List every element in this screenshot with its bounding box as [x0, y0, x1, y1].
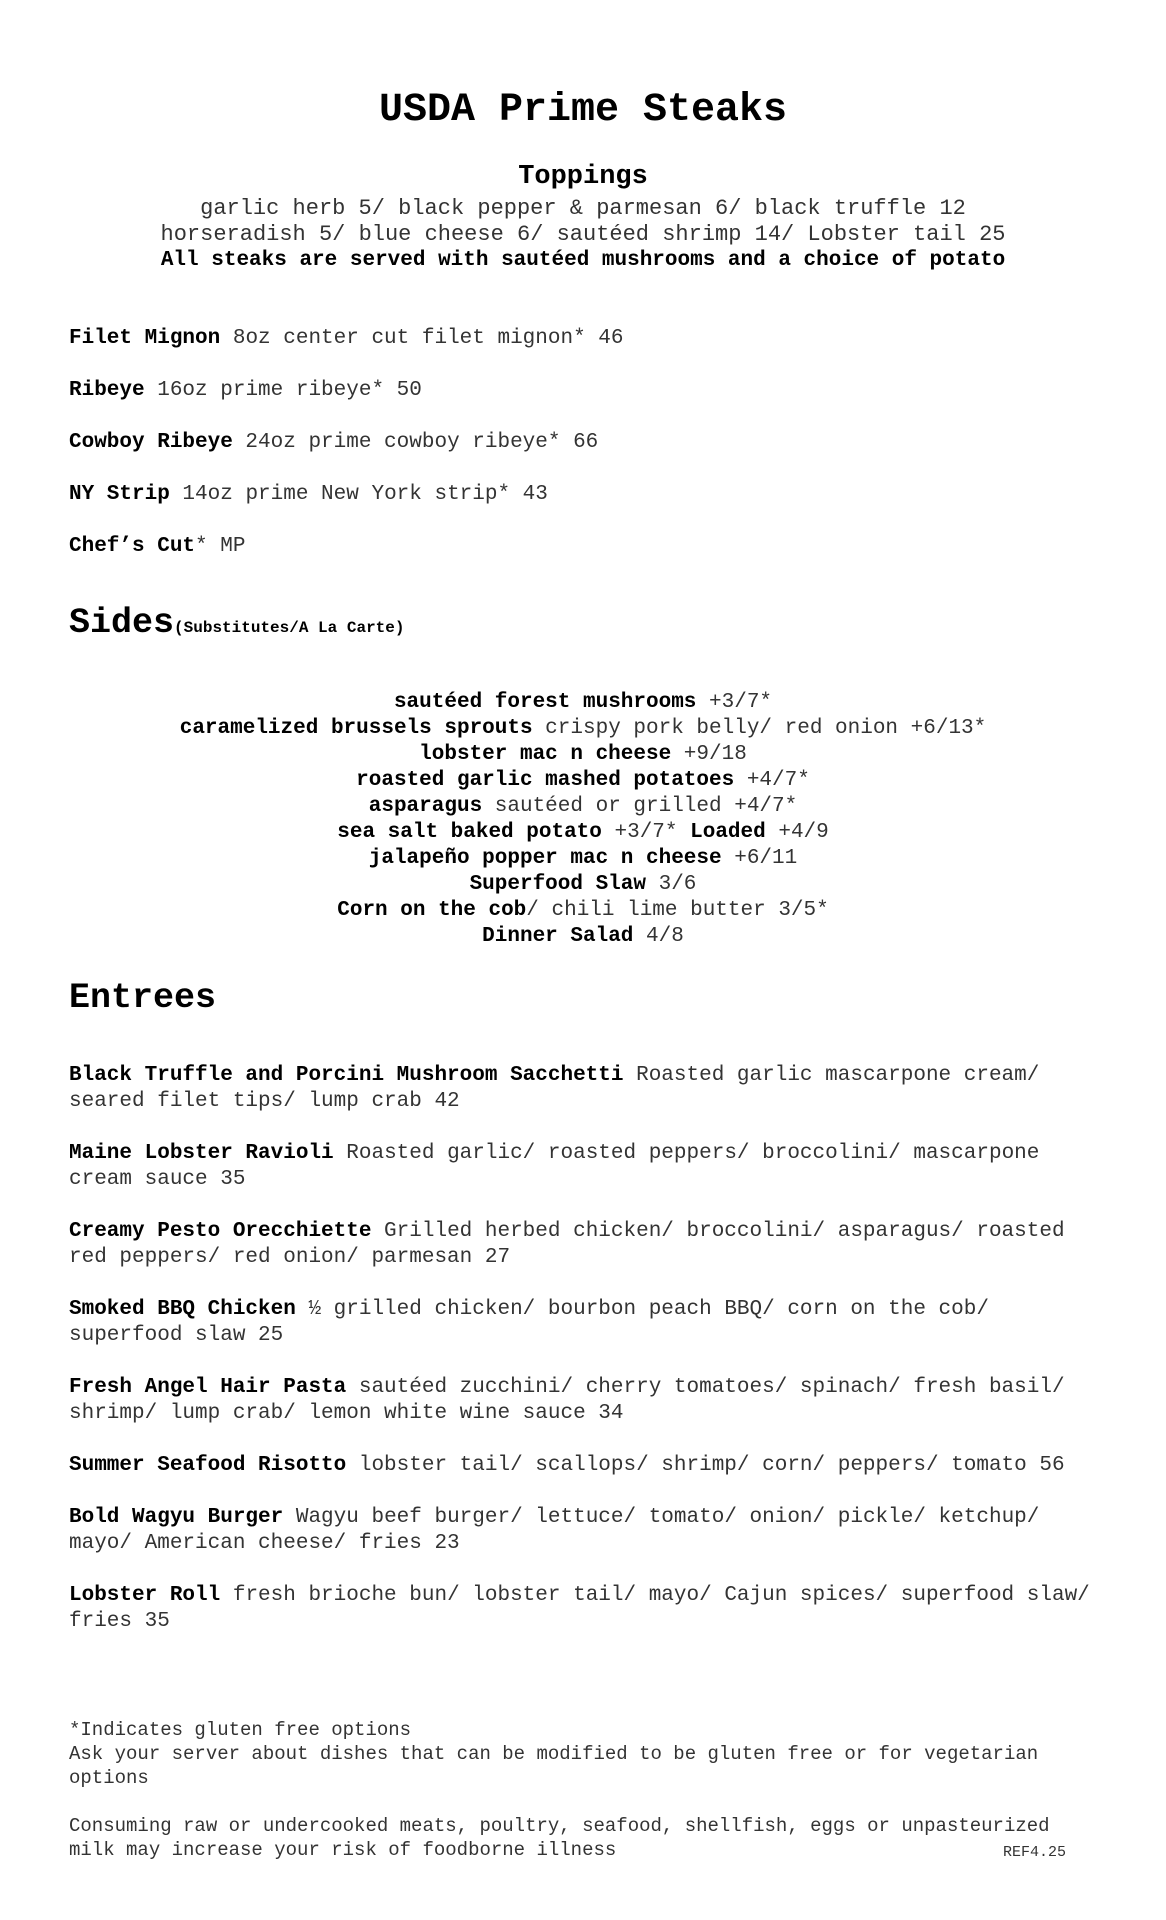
entree-name: Summer Seafood Risotto: [69, 1454, 347, 1477]
entree-desc: Roasted garlic mascarpone cream/ seared filet tips/ lump crab 42: [69, 1064, 1040, 1113]
side-item: [0, 872, 1166, 898]
side-desc: +4/7*: [734, 769, 810, 792]
entrees-heading: Entrees: [69, 978, 217, 1018]
side-name: Dinner Salad: [482, 925, 634, 948]
steak-name: Cowboy Ribeye: [69, 431, 233, 454]
side-item: [0, 768, 1166, 794]
steak-desc: 24oz prime cowboy ribeye* 66: [232, 431, 599, 454]
steak-list: [69, 326, 1099, 586]
toppings-heading: Toppings: [518, 162, 648, 192]
steaks-served-note: All steaks are served with sautéed mushrooms and a choice of potato: [160, 249, 1006, 272]
food-safety-warning: Consuming raw or undercooked meats, poultry, seafood, shellfish, eggs or unpasteurized milk may increase your risk of foodborne illness: [69, 1815, 1050, 1861]
entree-item: [69, 1219, 1109, 1271]
side-name: roasted garlic mashed potatoes: [356, 769, 735, 792]
side-desc: +3/7*: [601, 821, 691, 844]
entree-list: [69, 1063, 1109, 1661]
entree-item: [69, 1141, 1109, 1193]
steak-item: [69, 326, 1099, 352]
sides-subheading: (Substitutes/A La Carte): [174, 619, 405, 637]
entree-desc: Grilled herbed chicken/ broccolini/ asparagus/ roasted red peppers/ red onion/ parmesan 27: [69, 1220, 1065, 1269]
menu-title: USDA Prime Steaks: [378, 88, 788, 133]
side-desc: 4/8: [633, 925, 684, 948]
entree-desc: Roasted garlic/ roasted peppers/ broccolini/ mascarpone cream sauce 35: [69, 1142, 1040, 1191]
toppings-section: [0, 160, 1166, 274]
side-desc: +3/7*: [696, 691, 773, 714]
sides-heading-text: Sides: [69, 603, 175, 643]
steak-desc: 8oz center cut filet mignon* 46: [220, 327, 624, 350]
server-note: Ask your server about dishes that can be modified to be gluten free or for vegetarian options: [69, 1743, 1039, 1789]
sides-list: [0, 690, 1166, 950]
steak-item: [69, 378, 1099, 404]
side-name: caramelized brussels sprouts: [179, 717, 533, 740]
side-desc: +9/18: [671, 743, 747, 766]
side-desc: crispy pork belly/ red onion +6/13*: [532, 717, 987, 740]
side-name: jalapeño popper mac n cheese: [368, 847, 722, 870]
side-item: [0, 924, 1166, 950]
side-desc: sautéed or grilled +4/7*: [482, 795, 798, 818]
entree-desc: ½ grilled chicken/ bourbon peach BBQ/ corn on the cob/ superfood slaw 25: [69, 1298, 989, 1347]
steak-name: Ribeye: [69, 379, 145, 402]
entree-item: [69, 1505, 1109, 1557]
entree-name: Creamy Pesto Orecchiette: [69, 1220, 372, 1243]
sides-heading: [69, 603, 404, 643]
steak-item: [69, 534, 1099, 560]
steak-name: NY Strip: [69, 483, 170, 506]
side-desc: / chili lime butter 3/5*: [526, 899, 829, 922]
entree-name: Black Truffle and Porcini Mushroom Sacchetti: [69, 1064, 624, 1087]
steak-desc: 14oz prime New York strip* 43: [169, 483, 548, 506]
entree-desc: Wagyu beef burger/ lettuce/ tomato/ onion/ pickle/ ketchup/ mayo/ American cheese/ fries 23: [69, 1506, 1040, 1555]
entree-desc: sautéed zucchini/ cherry tomatoes/ spinach/ fresh basil/ shrimp/ lump crab/ lemon white wine sauce 34: [69, 1376, 1065, 1425]
side-name: asparagus: [368, 795, 483, 818]
side-name: lobster mac n cheese: [419, 743, 672, 766]
toppings-line-2: horseradish 5/ blue cheese 6/ sautéed shrimp 14/ Lobster tail 25: [160, 222, 1006, 247]
side-item: [0, 820, 1166, 846]
entree-name: Lobster Roll: [69, 1584, 221, 1607]
side-item: [0, 716, 1166, 742]
entree-name: Maine Lobster Ravioli: [69, 1142, 334, 1165]
side-name: sautéed forest mushrooms: [393, 691, 697, 714]
entree-name: Smoked BBQ Chicken: [69, 1298, 296, 1321]
entree-name: Bold Wagyu Burger: [69, 1506, 284, 1529]
side-desc: 3/6: [646, 873, 697, 896]
steak-desc: 16oz prime ribeye* 50: [144, 379, 422, 402]
entree-item: [69, 1453, 1109, 1479]
side-name: Corn on the cob: [337, 899, 527, 922]
entree-desc: fresh brioche bun/ lobster tail/ mayo/ Cajun spices/ superfood slaw/ fries 35: [69, 1584, 1090, 1633]
entree-desc: lobster tail/ scallops/ shrimp/ corn/ peppers/ tomato 56: [346, 1454, 1065, 1477]
side-desc-loaded: +4/9: [765, 821, 829, 844]
entree-item: [69, 1297, 1109, 1349]
steak-item: [69, 430, 1099, 456]
side-item: [0, 690, 1166, 716]
side-name: Superfood Slaw: [469, 873, 646, 896]
gluten-free-note: *Indicates gluten free options: [69, 1719, 412, 1741]
side-item: [0, 794, 1166, 820]
side-desc: +6/11: [721, 847, 798, 870]
steak-name: Chef’s Cut: [69, 535, 196, 558]
side-item: [0, 846, 1166, 872]
entree-item: [69, 1375, 1109, 1427]
entree-item: [69, 1583, 1109, 1635]
side-name: sea salt baked potato: [337, 821, 602, 844]
steak-item: [69, 482, 1099, 508]
entree-item: [69, 1063, 1109, 1115]
side-item: [0, 898, 1166, 924]
side-name-loaded: Loaded: [690, 821, 766, 844]
reference-code: REF4.25: [1003, 1844, 1067, 1861]
side-item: [0, 742, 1166, 768]
toppings-line-1: garlic herb 5/ black pepper & parmesan 6/ black truffle 12: [200, 196, 966, 221]
entree-name: Fresh Angel Hair Pasta: [69, 1376, 347, 1399]
steak-desc: * MP: [195, 535, 246, 558]
footer-notes: [69, 1718, 1099, 1886]
steak-name: Filet Mignon: [69, 327, 221, 350]
